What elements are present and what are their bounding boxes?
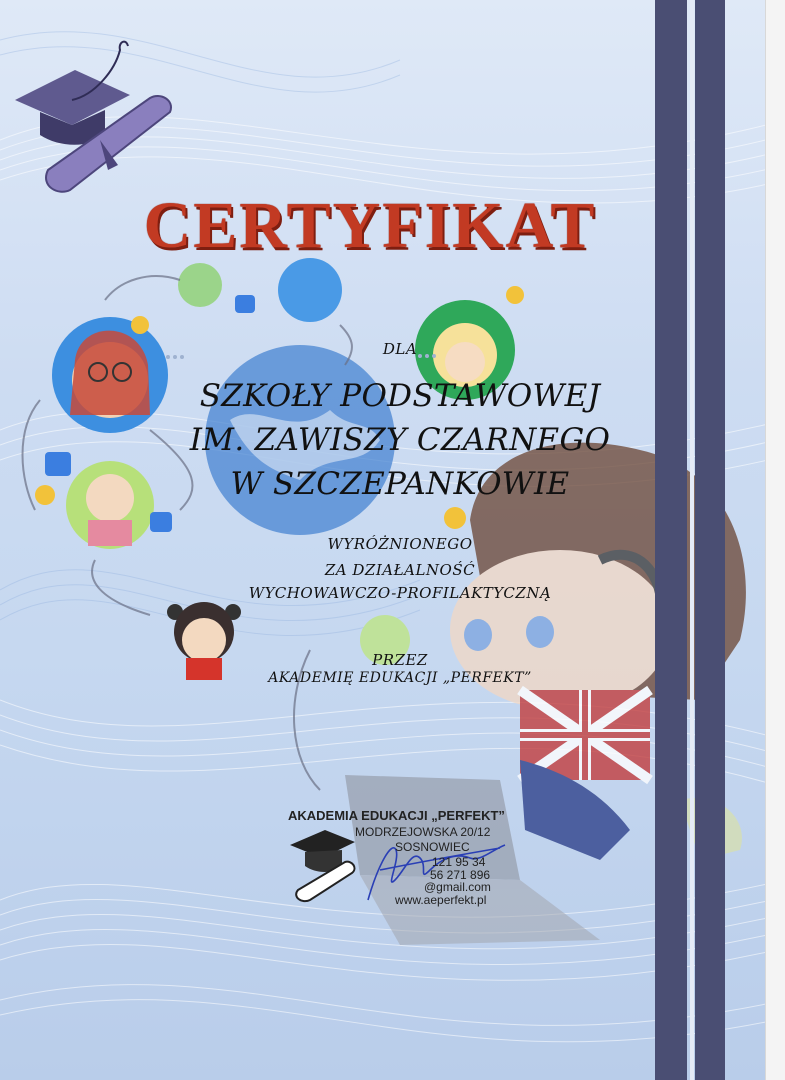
by-label: PRZEZ <box>372 651 428 669</box>
certificate-title: CERTYFIKAT <box>143 189 597 262</box>
issuer-name: AKADEMIĘ EDUKACJI „PERFEKT” <box>268 670 532 686</box>
stamp-phone-2: 56 271 896 <box>430 868 491 882</box>
stamp-city: SOSNOWIEC <box>395 840 470 854</box>
recipient-line-3: W SZCZEPANKOWIE <box>230 466 570 502</box>
distinction-line-3: WYCHOWAWCZO-PROFILAKTYCZNĄ <box>248 584 552 602</box>
avatar-girl-buns <box>167 602 241 680</box>
distinction-line-2: ZA DZIAŁALNOŚĆ <box>324 561 476 579</box>
distinction-line-1: WYRÓŻNIONEGO <box>327 535 473 553</box>
stamp-name: AKADEMIA EDUKACJI „PERFEKT” <box>288 808 505 823</box>
avatar-girl-glasses <box>52 317 168 433</box>
decorative-stripe-left <box>655 0 687 1080</box>
stamp-website: www.aeperfekt.pl <box>395 893 487 907</box>
recipient-line-1: SZKOŁY PODSTAWOWEJ <box>199 378 601 414</box>
decorative-stripe-gap <box>690 0 694 1080</box>
stamp-email: @gmail.com <box>424 880 491 894</box>
stamp-phone-1: 121 95 34 <box>432 855 486 869</box>
stamp-cap-icon <box>290 830 355 901</box>
recipient-line-2: IM. ZAWISZY CZARNEGO <box>189 422 611 458</box>
avatar-boy <box>66 461 154 549</box>
stamp-street: MODRZEJOWSKA 20/12 <box>355 825 491 839</box>
graduation-cap-icon <box>15 42 171 192</box>
decorative-stripe-right <box>695 0 725 1080</box>
paper-edge <box>765 0 785 1080</box>
for-label: DLA <box>382 340 418 358</box>
